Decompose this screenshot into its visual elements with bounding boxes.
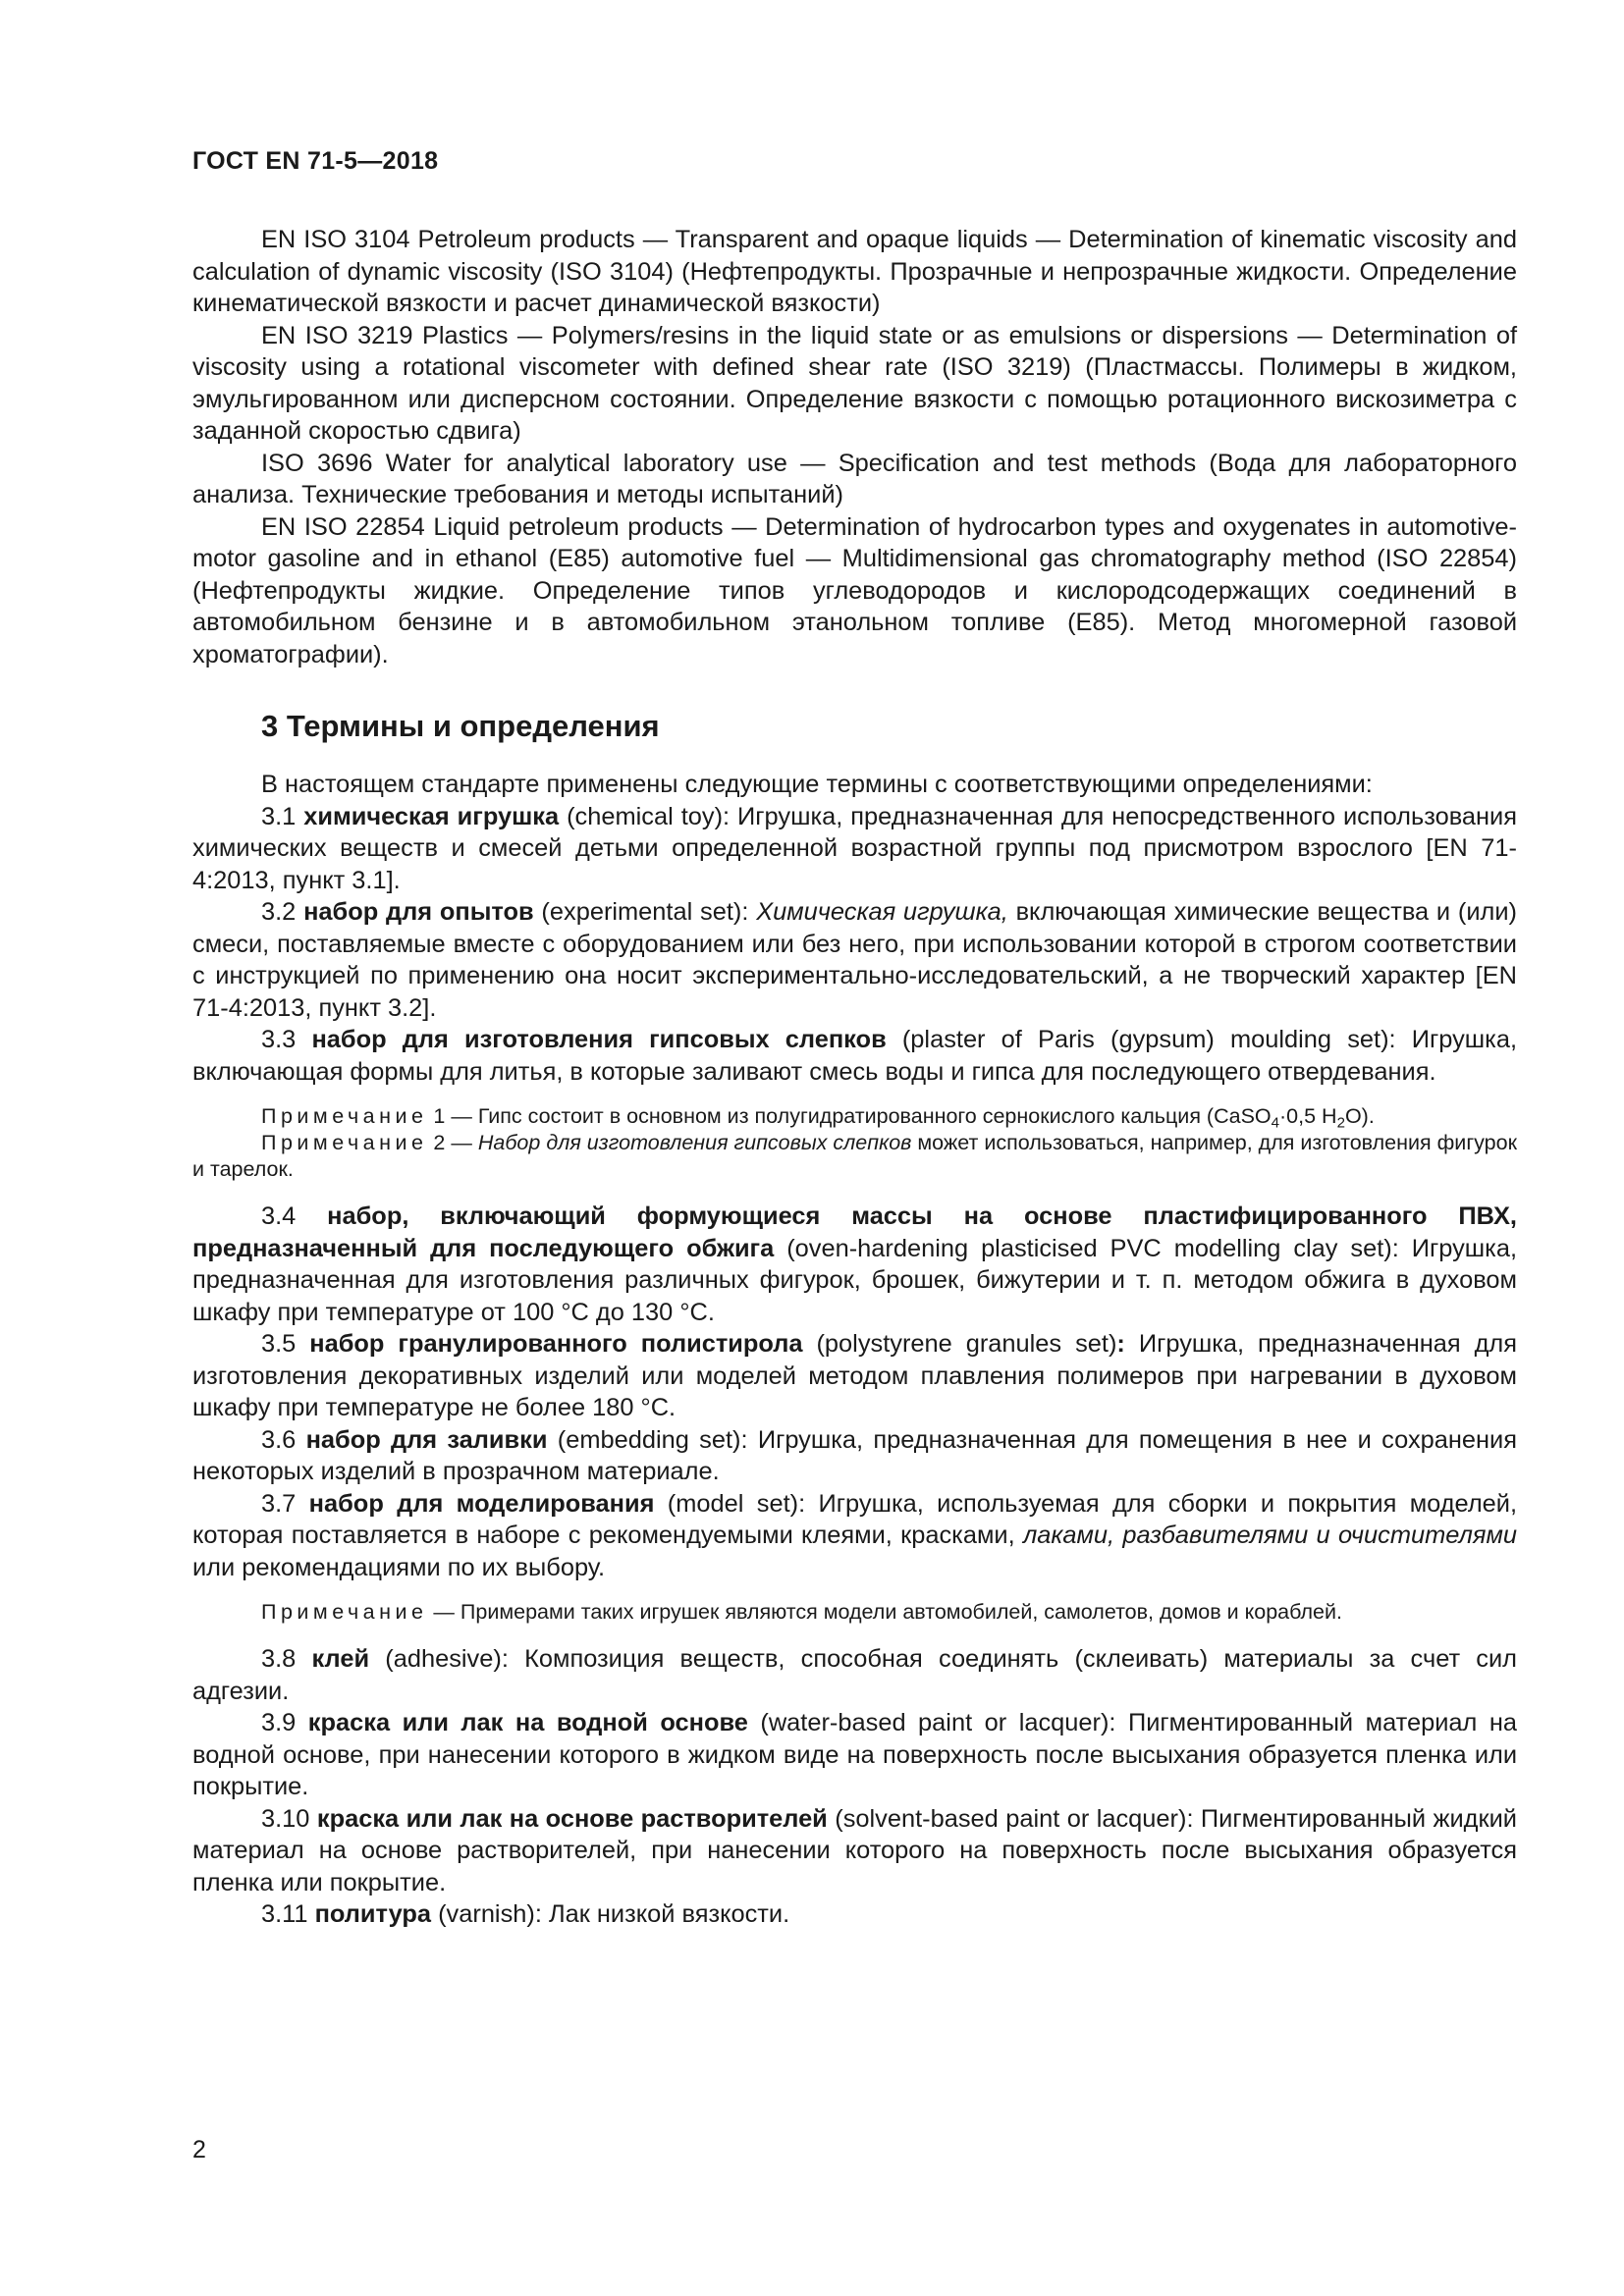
note-2: Примечание 2 — Набор для изготовления гипсовых слепков может использоваться, например, для изготовления фигурок и тарелок. (192, 1131, 1517, 1181)
note-label: Примечание (261, 1131, 428, 1154)
term-3-4: 3.4 набор, включающий формующиеся массы на основе пластифицированного ПВХ, предназначенный для последующего обжига (oven-hardening plasticised PVC modelling clay set): Игрушка, предназначенная для изготовления различных фигурок, брошек, бижутерии и т. п. методом обжига в духовом шкафу при температуре от 100 °С до 130 °С. (192, 1202, 1518, 1326)
term-3-7: 3.7 набор для моделирования (model set): Игрушка, используемая для сборки и покрытия моделей, которая поставляется в наборе с рекомендуемыми клеями, красками, лаками, разбавителями и очистителями или рекомендациями по их выбору. (192, 1489, 1517, 1581)
term-name: набор для моделирования (308, 1489, 655, 1518)
reference-iso-3696: ISO 3696 Water for analytical laboratory use — Specification and test methods (Вода для лабораторного анализа. Технические требования и методы испытаний) (192, 449, 1517, 508)
term-3-9: 3.9 краска или лак на водной основе (water-based paint or lacquer): Пигментированный материал на водной основе, при нанесении которого в жидком виде на поверхность после высыхания образуется пленка или покрытие. (192, 1709, 1517, 1800)
section-title: 3 Термины и определения (261, 709, 660, 743)
body-text (192, 224, 1517, 1931)
term-name: набор гранулированного полистирола (309, 1330, 803, 1358)
note-label: Примечание (261, 1600, 428, 1624)
term-name: краска или лак на водной основе (307, 1709, 748, 1736)
term-name: политура (314, 1900, 432, 1928)
note-1: Примечание 1 — Гипс состоит в основном из полугидратированного сернокислого кальция (CaSO$_4$·0,5 $H_2O$). (261, 1104, 1375, 1132)
note-label: Примечание (261, 1104, 428, 1128)
reference-iso-3219: EN ISO 3219 Plastics — Polymers/resins in the liquid state or as emulsions or dispersions — Determination of viscosity using a rotational viscometer with defined shear rate (ISO 3219) (Пластмассы. Полимеры в жидком, эмульгированном или дисперсном состоянии. Определение вязкости с помощью ротационного вискозиметра с заданной скоростью сдвига) (192, 321, 1517, 445)
term-name: набор для изготовления гипсовых слепков (311, 1026, 887, 1053)
standard-header: ГОСТ EN 71-5—2018 (192, 147, 439, 175)
term-3-6: 3.6 набор для заливки (embedding set): Игрушка, предназначенная для помещения в нее и сохранения некоторых изделий в прозрачном материале. (192, 1425, 1517, 1485)
term-name: химическая игрушка (303, 802, 560, 830)
term-3-5: 3.5 набор гранулированного полистирола (polystyrene granules set): Игрушка, предназначенная для изготовления декоративных изделий или моделей методом плавления полимеров при нагревании в духовом шкафу при температуре не более 180 °С. (192, 1330, 1517, 1421)
reference-iso-22854: EN ISO 22854 Liquid petroleum products — Determination of hydrocarbon types and oxygenates in automotive-motor gasoline and in ethanol (E85) automotive fuel — Multidimensional gas chromatography method (ISO 22854) (Нефтепродукты жидкие. Определение типов углеводородов и кислородсодержащих соединений в автомобильном бензине и в автомобильном этанольном топливе (E85). Метод многомерной газовой хроматографии). (192, 512, 1517, 668)
term-3-11: 3.11 политура (varnish): Лак низкой вязкости. (261, 1900, 790, 1928)
term-3-8: 3.8 клей (adhesive): Композиция веществ, способная соединять (склеивать) материалы за счет сил адгезии. (192, 1645, 1517, 1705)
section-intro: В настоящем стандарте применены следующие термины с соответствующими определениями: (261, 771, 1373, 798)
term-name: набор, включающий формующиеся массы на основе пластифицированного ПВХ, предназначенный для последующего обжига (192, 1202, 1517, 1262)
term-3-2: 3.2 набор для опытов (experimental set): Химическая игрушка, включающая химические вещества и (или) смеси, поставляемые вместе с оборудованием или без него, при использовании которой в строгом соответствии с инструкцией по применению она носит экспериментально-исследовательский, а не творческий характер [EN 71-4:2013, пункт 3.2]. (192, 898, 1517, 1022)
term-name: клей (311, 1645, 370, 1673)
term-name: краска или лак на основе растворителей (316, 1804, 828, 1833)
term-name: набор для заливки (305, 1425, 548, 1454)
term-3-3: 3.3 набор для изготовления гипсовых слепков (plaster of Paris (gypsum) moulding set): Игрушка, включающая формы для литья, в которые заливают смесь воды и гипса для последующего отвердевания. (192, 1026, 1517, 1086)
note-3: Примечание — Примерами таких игрушек являются модели автомобилей, самолетов, домов и кораблей. (261, 1600, 1342, 1624)
reference-iso-3104: EN ISO 3104 Petroleum products — Transparent and opaque liquids — Determination of kinematic viscosity and calculation of dynamic viscosity (ISO 3104) (Нефтепродукты. Прозрачные и непрозрачные жидкости. Определение кинематической вязкости и расчет динамической вязкости) (192, 226, 1517, 317)
page-number: 2 (192, 2136, 206, 2163)
term-name: набор для опытов (303, 898, 534, 926)
term-3-10: 3.10 краска или лак на основе растворителей (solvent-based paint or lacquer): Пигментированный жидкий материал на основе растворителей, при нанесении которого на поверхность после высыхания образуется пленка или покрытие. (192, 1804, 1517, 1896)
term-3-1: 3.1 химическая игрушка (chemical toy): Игрушка, предназначенная для непосредственного использования химических веществ и смесей детьми определенной возрастной группы под присмотром взрослого [EN 71-4:2013, пункт 3.1]. (192, 802, 1517, 894)
